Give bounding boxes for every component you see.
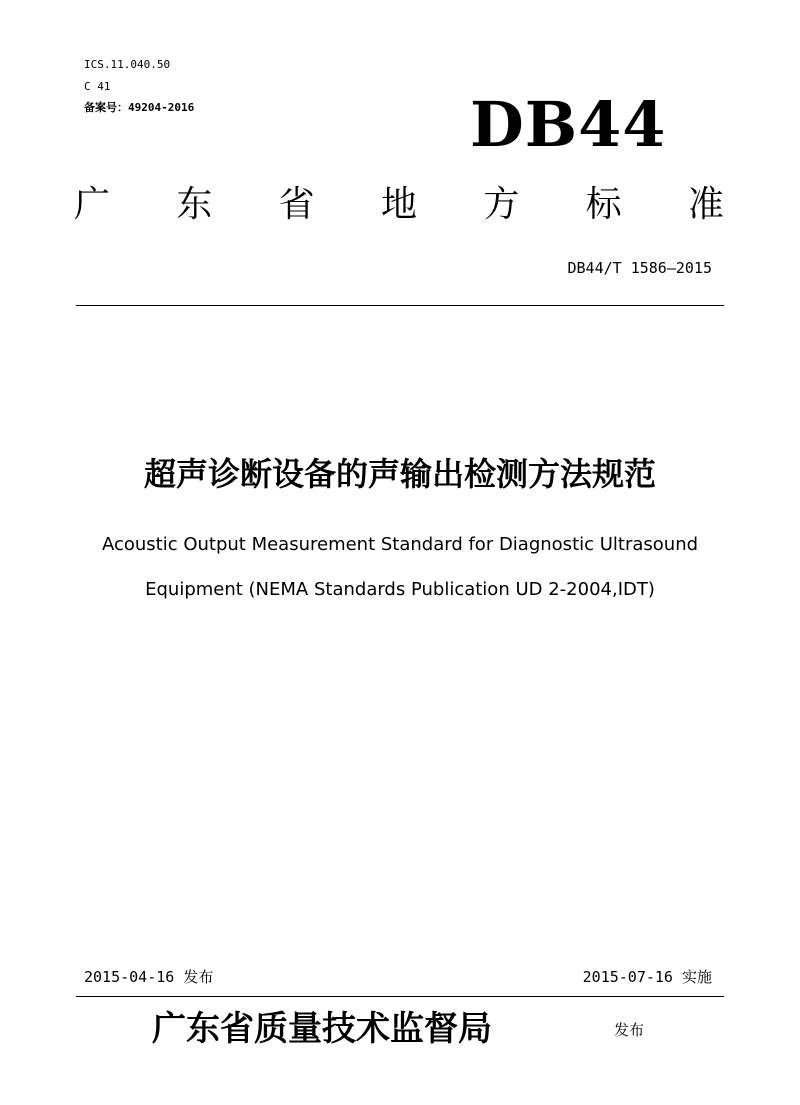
standard-type-char: 准 (687, 184, 724, 225)
standard-type-char: 广 (74, 184, 111, 225)
standard-number: DB44/T 1586—2015 (567, 259, 712, 277)
classification-code: C 41 (84, 80, 111, 93)
title-english-line1: Acoustic Output Measurement Standard for Diagnostic Ultrasound (101, 534, 699, 555)
standard-type-char: 省 (278, 184, 315, 225)
standard-type-char: 方 (483, 184, 520, 225)
standard-type-char: 标 (585, 184, 622, 225)
standard-type (74, 180, 724, 230)
standard-type-char: 东 (176, 184, 213, 225)
title-chinese: 超声诊断设备的声输出检测方法规范 (143, 455, 656, 493)
ics-code: ICS.11.040.50 (84, 58, 171, 71)
issue-date: 2015-04-16 发布 (84, 968, 214, 986)
issuer-name: 广东省质量技术监督局 (152, 1009, 492, 1049)
record-number: 备案号：49204-2016 (84, 101, 195, 114)
title-english-line2: Equipment (NEMA Standards Publication UD 2-2004,IDT) (145, 579, 655, 600)
issuer-action: 发布 (614, 1021, 645, 1039)
implementation-date: 2015-07-16 实施 (582, 968, 712, 986)
top-divider (76, 305, 724, 306)
standard-type-char: 地 (380, 184, 417, 225)
db44-logo: DB44 (470, 88, 667, 161)
bottom-divider (76, 996, 724, 997)
